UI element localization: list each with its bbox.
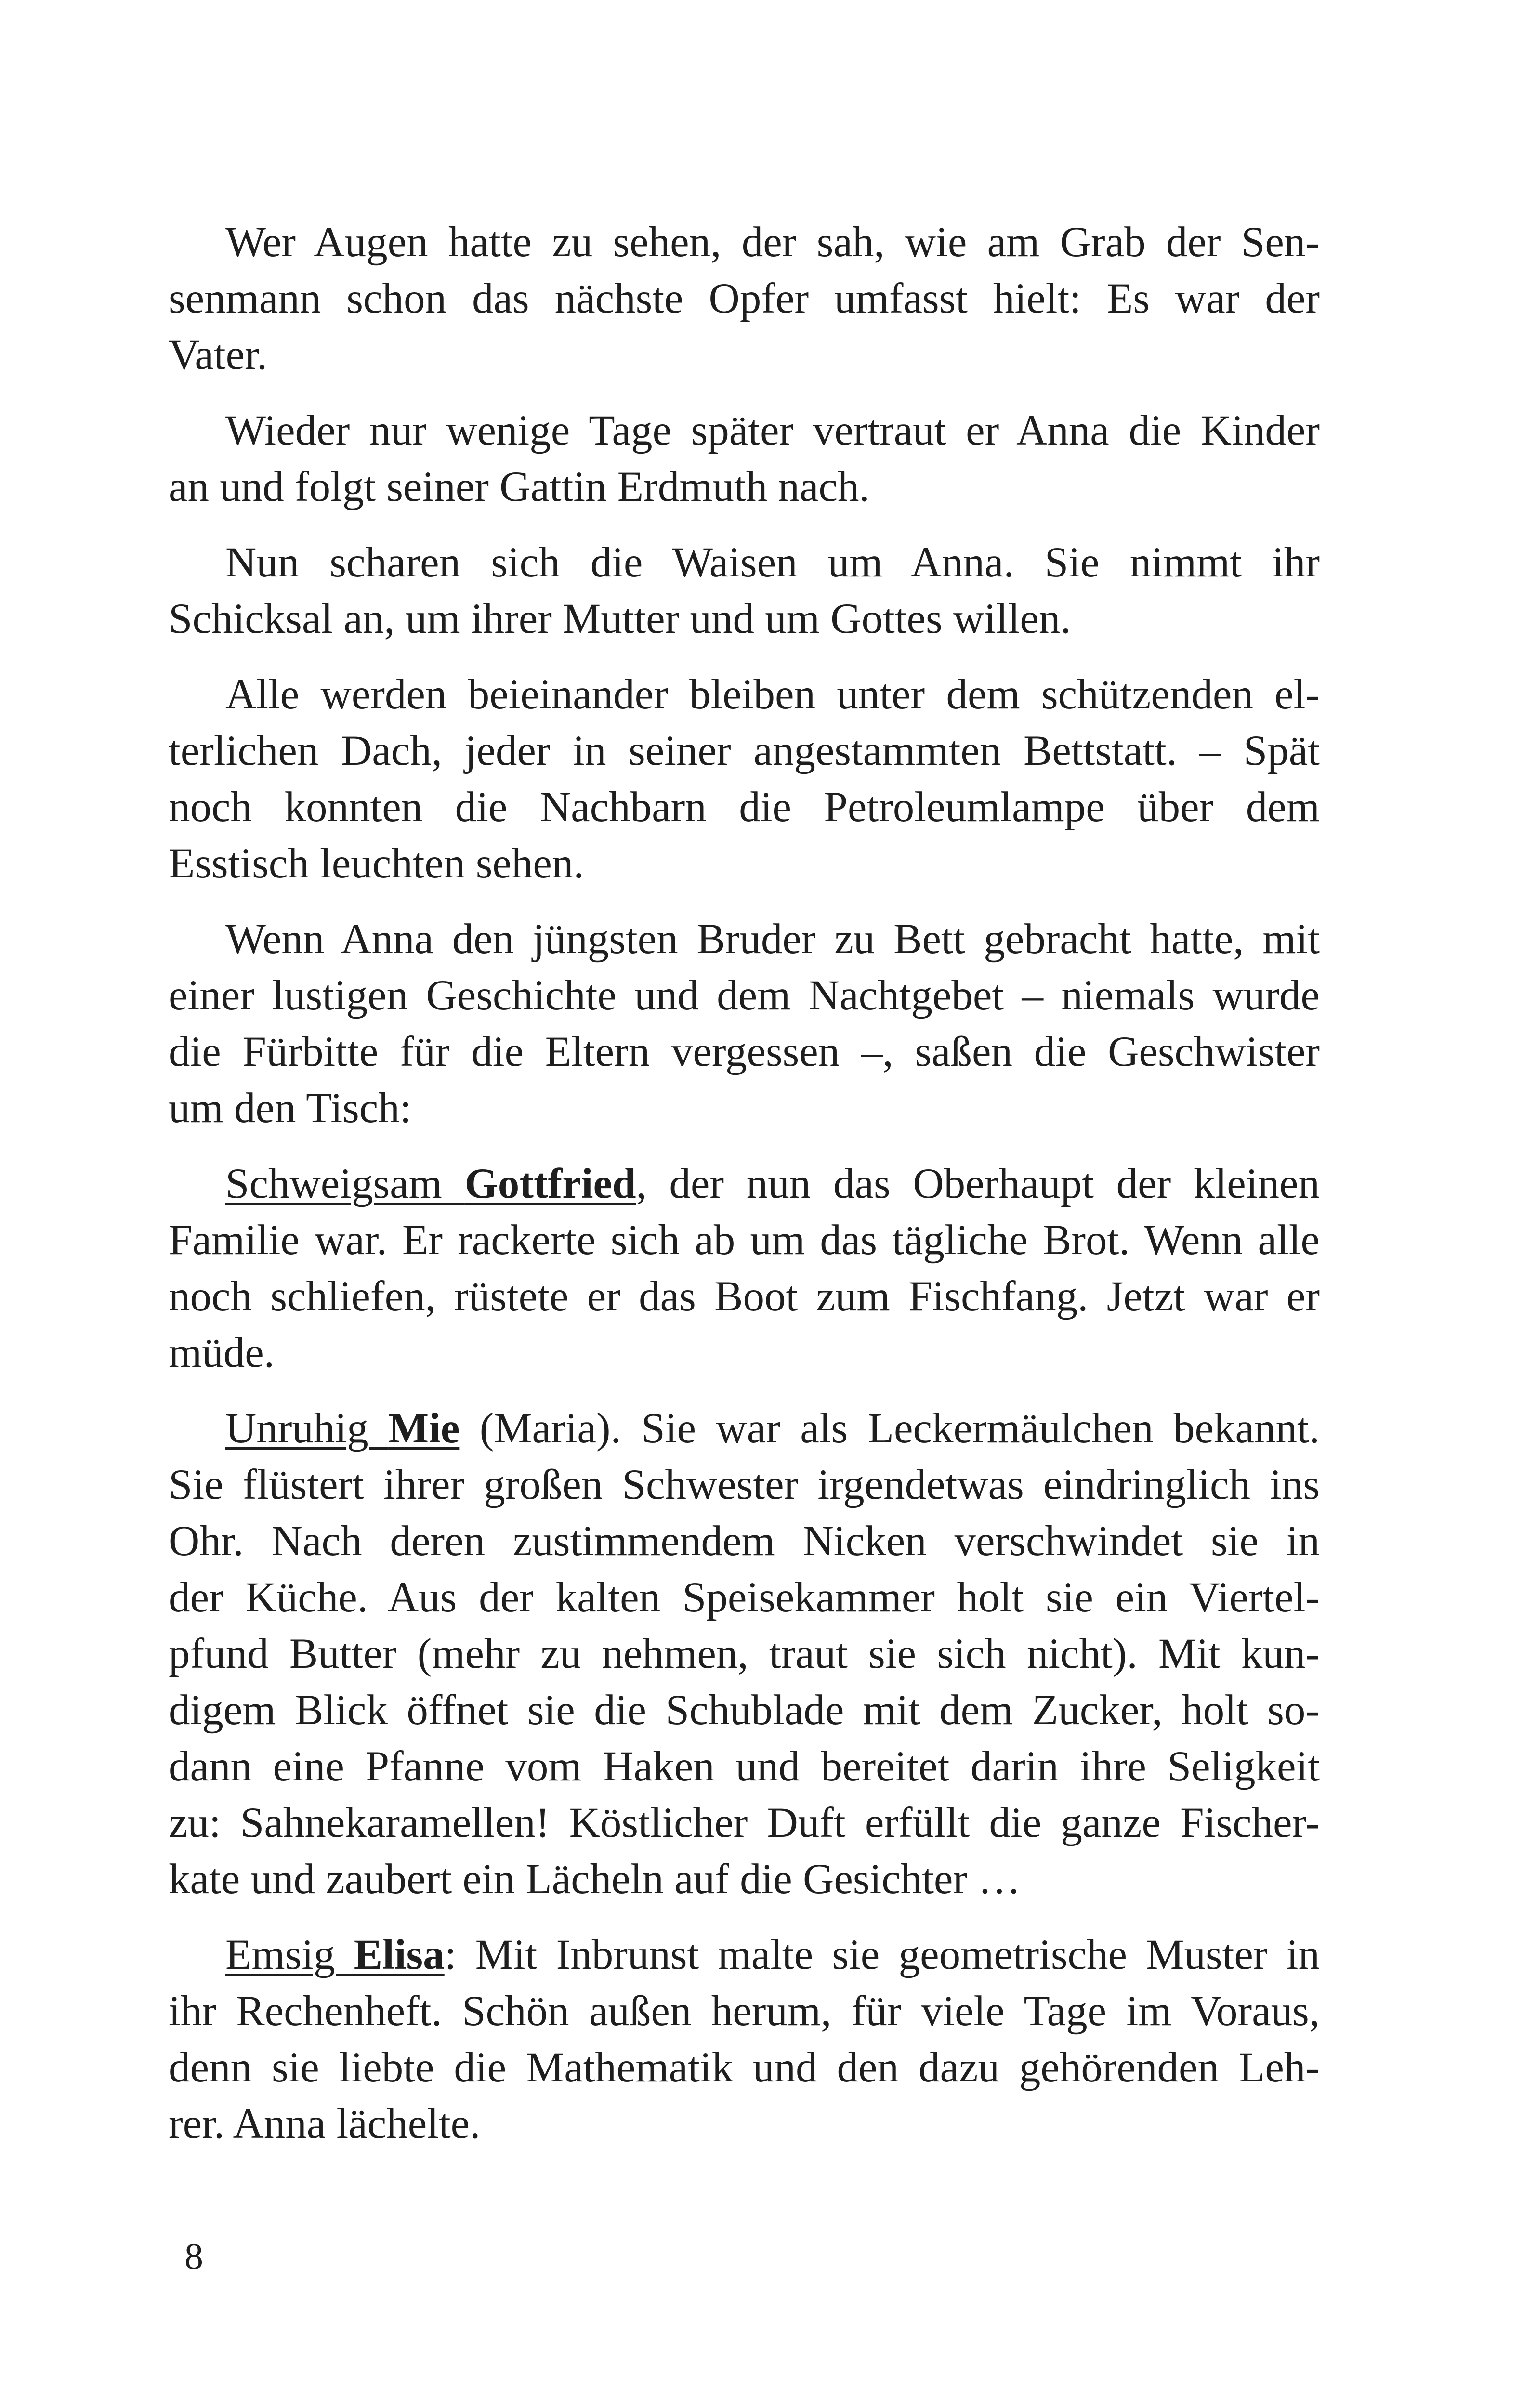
paragraph-mie	[169, 1400, 1320, 1908]
text-line: pfund Butter (mehr zu nehmen, traut sie sich nicht). Mit kun-	[169, 1630, 1320, 1677]
text-line: Wer Augen hatte zu sehen, der sah, wie am Grab der Sen-	[225, 219, 1320, 266]
text-segment: (Maria). Sie war als Leckermäulchen bekannt.	[459, 1405, 1320, 1452]
page-number: 8	[184, 2235, 203, 2277]
paragraph-gottfried	[169, 1156, 1320, 1381]
text-line: digem Blick öffnet sie die Schublade mit dem Zucker, holt so-	[169, 1687, 1320, 1734]
text-line: Esstisch leuchten sehen.	[169, 840, 584, 887]
text-line: noch konnten die Nachbarn die Petroleumlampe über dem	[169, 784, 1320, 831]
text-line	[169, 1156, 1320, 1212]
text-line: Alle werden beieinander bleiben unter dem schützenden el-	[225, 671, 1320, 718]
text-line: terlichen Dach, jeder in seiner angestammten Bettstatt. – Spät	[169, 727, 1320, 774]
character-intro	[225, 1405, 459, 1452]
text-line: Wieder nur wenige Tage später vertraut er Anna die Kinder	[225, 407, 1320, 454]
text-line: rer. Anna lächelte.	[169, 2100, 481, 2147]
text-line: der Küche. Aus der kalten Speisekammer holt sie ein Viertel-	[169, 1574, 1320, 1621]
character-trait: Unruhig	[225, 1405, 389, 1452]
text-line: noch schliefen, rüstete er das Boot zum Fischfang. Jetzt war er	[169, 1273, 1320, 1320]
character-intro	[225, 1931, 445, 1978]
paragraph	[169, 667, 1320, 892]
character-trait: Schweigsam	[225, 1160, 465, 1207]
text-line: senmann schon das nächste Opfer umfasst hielt: Es war der	[169, 275, 1320, 322]
text-line: Wenn Anna den jüngsten Bruder zu Bett gebracht hatte, mit	[225, 916, 1320, 963]
text-line: um den Tisch:	[169, 1085, 412, 1132]
text-line: dann eine Pfanne vom Haken und bereitet darin ihre Seligkeit	[169, 1743, 1320, 1790]
text-line	[169, 1400, 1320, 1457]
text-line: Vater.	[169, 331, 268, 379]
text-line: Schicksal an, um ihrer Mutter und um Gottes willen.	[169, 595, 1071, 642]
paragraph	[169, 535, 1320, 647]
text-line: Nun scharen sich die Waisen um Anna. Sie nimmt ihr	[225, 539, 1320, 586]
paragraph	[169, 911, 1320, 1137]
text-line: denn sie liebte die Mathematik und den dazu gehörenden Leh-	[169, 2044, 1320, 2091]
character-name: Gottfried	[464, 1160, 636, 1207]
body-text	[169, 214, 1320, 2172]
text-line: Ohr. Nach deren zustimmendem Nicken verschwindet sie in	[169, 1518, 1320, 1565]
text-segment: : Mit Inbrunst malte sie geometrische Muster in	[444, 1931, 1320, 1978]
text-line: einer lustigen Geschichte und dem Nachtgebet – niemals wurde	[169, 972, 1320, 1019]
text-line: Sie flüstert ihrer großen Schwester irgendetwas eindringlich ins	[169, 1461, 1320, 1508]
text-line: kate und zaubert ein Lächeln auf die Gesichter …	[169, 1856, 1021, 1903]
text-line	[169, 1927, 1320, 1983]
text-line: an und folgt seiner Gattin Erdmuth nach.	[169, 463, 870, 510]
paragraph-elisa	[169, 1927, 1320, 2152]
text-line: ihr Rechenheft. Schön außen herum, für viele Tage im Voraus,	[169, 1988, 1320, 2035]
text-line: müde.	[169, 1329, 275, 1376]
text-segment: , der nun das Oberhaupt der kleinen	[636, 1160, 1320, 1207]
text-line: zu: Sahnekaramellen! Köstlicher Duft erfüllt die ganze Fischer-	[169, 1799, 1320, 1846]
paragraph	[169, 214, 1320, 383]
text-line: die Fürbitte für die Eltern vergessen –, saßen die Geschwister	[169, 1028, 1320, 1075]
character-name: Elisa	[354, 1931, 445, 1978]
text-line: Familie war. Er rackerte sich ab um das tägliche Brot. Wenn alle	[169, 1217, 1320, 1264]
character-name: Mie	[388, 1405, 460, 1452]
character-trait: Emsig	[225, 1931, 354, 1978]
character-intro	[225, 1160, 636, 1207]
paragraph	[169, 403, 1320, 515]
